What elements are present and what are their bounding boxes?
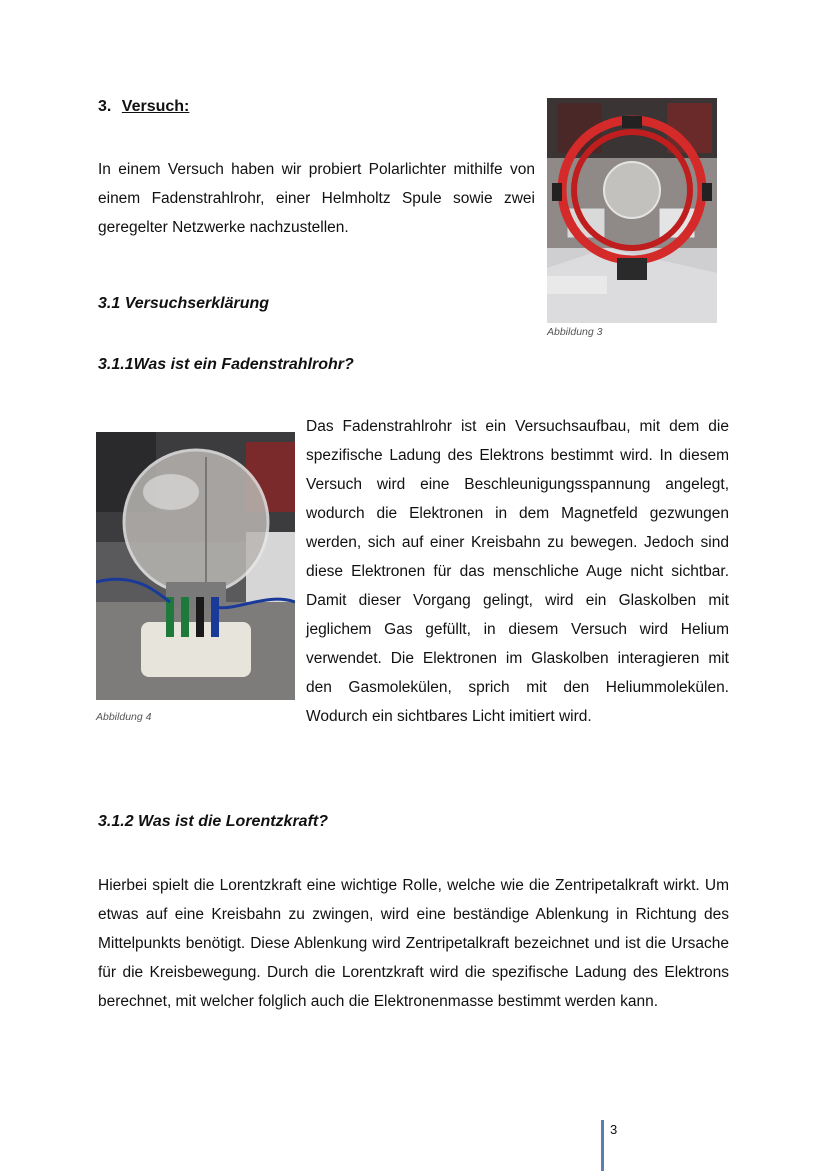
subsection-3-1-2-title: 3.1.2 Was ist die Lorentzkraft?: [98, 813, 328, 830]
page-number-bar: [601, 1120, 604, 1171]
figure-3-caption: Abbildung 3: [547, 326, 603, 338]
subsection-3-1-1-title: 3.1.1Was ist ein Fadenstrahlrohr?: [98, 356, 354, 373]
figure-4-caption: Abbildung 4: [96, 711, 152, 723]
lorentz-force-paragraph: Hierbei spielt die Lorentzkraft eine wichtige Rolle, welche wie die Zentripetalkraft wirkt. Um etwas auf eine Kreisbahn zu zwingen, wird eine beständige Ablenkung in Richtung des Mittelpunkts benötigt. Diese Ablenkung wird Zentripetalkraft bezeichnet und ist die Ursache für die Kreisbewegung. Durch die Lorentzkraft wird die spezifische Ladung des Elektrons berechnet, mit welcher folglich auch die Elektronenmasse bestimmt werden kann.: [98, 877, 729, 1010]
page-number: 3: [610, 1122, 618, 1137]
fine-beam-tube-photo: [96, 432, 295, 700]
section-title: Versuch:: [121, 98, 190, 115]
subsection-3-1-title: 3.1 Versuchserklärung: [98, 295, 270, 312]
helmholtz-coil-photo: [547, 98, 717, 323]
fine-beam-tube-paragraph: Das Fadenstrahlrohr ist ein Versuchsaufbau, mit dem die spezifische Ladung des Elektrons bestimmt wird. In diesem Versuch wird eine Beschleunigungsspannung angelegt, wodurch die Elektronen in dem Magnetfeld gezwungen werden, sich auf einer Kreisbahn zu bewegen. Jedoch sind diese Elektronen für das menschliche Auge nicht sichtbar. Damit dieser Vorgang gelingt, wird ein Glaskolben mit jeglichem Gas gefüllt, in diesem Versuch wird Helium verwendet. Die Elektronen im Glaskolben interagieren mit den Gasmolekülen, sprich mit den Heliummolekülen. Wodurch ein sichtbares Licht imitiert wird.: [306, 418, 729, 725]
intro-paragraph: In einem Versuch haben wir probiert Polarlichter mithilfe von einem Fadenstrahlrohr, einer Helmholtz Spule sowie zwei geregelter Netzwerke nachzustellen.: [98, 161, 535, 236]
section-heading: [98, 98, 189, 116]
section-number: 3.: [98, 98, 112, 115]
